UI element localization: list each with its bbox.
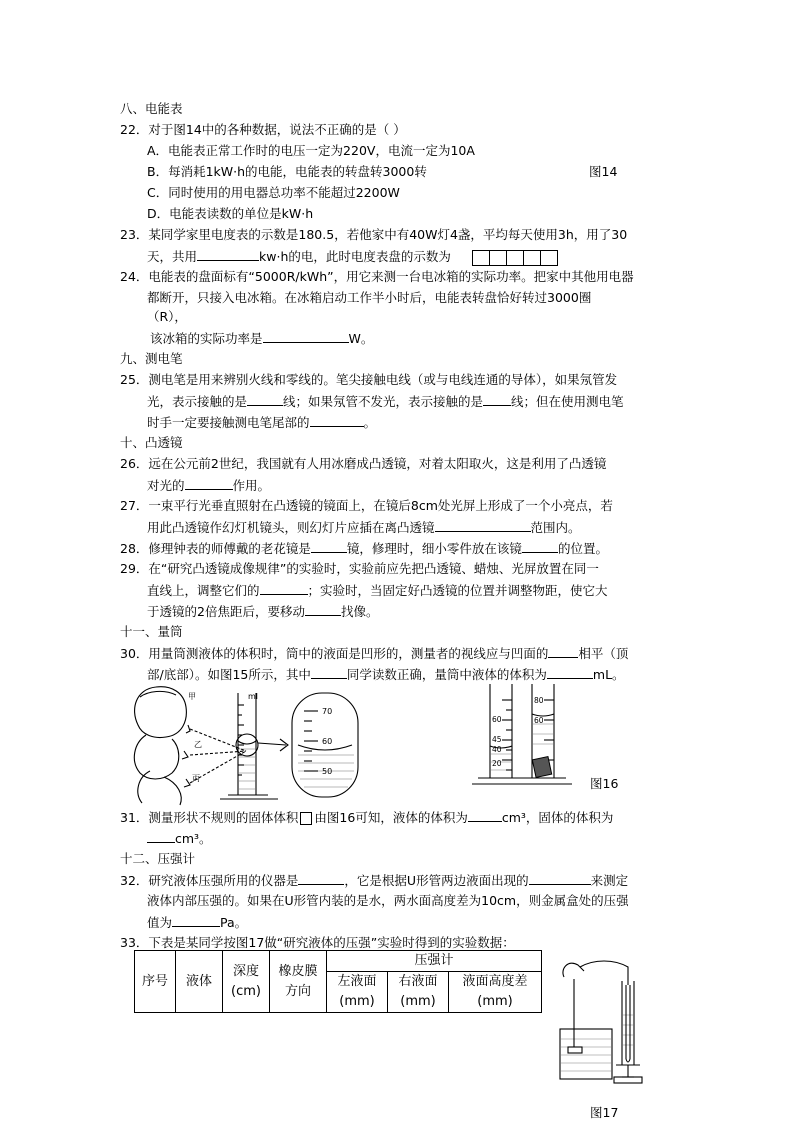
q28-text-a: 28．修理钟表的师傅戴的老花镜是 <box>120 541 311 556</box>
q26-line2 <box>147 477 270 494</box>
q28 <box>120 540 608 557</box>
th-depth-label: 深度 <box>232 963 259 979</box>
answer-blank[interactable] <box>310 414 364 427</box>
q32-text-c: 来测定 <box>590 873 629 888</box>
q30-text-a: 30．用量筒测液体的体积时，筒中的液面是凹形的，测量者的视线应与凹面的 <box>120 646 549 661</box>
answer-blank[interactable] <box>468 809 502 822</box>
scale-70: 70 <box>322 707 333 716</box>
scale-80: 80 <box>534 696 544 705</box>
scale-45: 45 <box>492 735 502 744</box>
q33-stem: 33．下表是某同学按图17做“研究液体的压强”实验时得到的实验数据： <box>120 935 515 950</box>
q30-line1 <box>120 645 628 662</box>
th-film-label: 橡皮膜 <box>278 963 318 979</box>
scale-20: 20 <box>492 759 502 768</box>
q25-text-e: 。 <box>363 415 377 430</box>
pressure-data-table <box>134 950 542 1013</box>
scale-60b: 60 <box>534 716 544 725</box>
answer-blank[interactable] <box>483 393 511 406</box>
th-right <box>388 972 449 1013</box>
q30-text-d: 同学读数正确，量筒中液体的体积为 <box>346 667 547 682</box>
image-placeholder-icon <box>300 812 312 825</box>
q25-text-c: 线；但在使用测电笔 <box>511 394 624 409</box>
answer-blank[interactable] <box>529 872 591 885</box>
q25-text-b: 线；如果氖管不发光，表示接触的是 <box>283 394 484 409</box>
q27-line1: 27．一束平行光垂直照射在凸透镜的镜面上，在镜后8cm处光屏上形成了一个小亮点，若 <box>120 498 613 513</box>
scale-60: 60 <box>322 737 333 746</box>
section-title-10: 十、凸透镜 <box>120 435 183 450</box>
th-left <box>327 972 388 1013</box>
th-left-label: 左液面 <box>337 974 377 989</box>
answer-blank[interactable] <box>547 666 593 679</box>
answer-blank[interactable] <box>172 914 220 927</box>
q25-text-d: 时手一定要接触测电笔尾部的 <box>147 415 310 430</box>
meter-reading-boxes[interactable] <box>473 249 558 266</box>
q30-text-c: 部/底部）。如图15所示，其中 <box>147 667 311 682</box>
th-seq: 序号 <box>135 951 176 1013</box>
q27-text-a: 用此凸透镜作幻灯机镜头，则幻灯片应插在离凸透镜 <box>147 520 435 535</box>
q28-text-c: 的位置。 <box>557 541 608 556</box>
figure-16-label: 图16 <box>590 776 619 791</box>
q25-line1: 25．测电笔是用来辨别火线和零线的。笔尖接触电线（或与电线连通的导体），如果氖管发 <box>120 372 618 387</box>
q25-text-a: 光，表示接触的是 <box>147 394 248 409</box>
q31-text-a: 31．测量形状不规则的固体体积 <box>120 810 299 825</box>
q29-line2 <box>147 582 608 599</box>
th-right-unit: (mm) <box>400 994 436 1009</box>
answer-blank[interactable] <box>305 603 341 616</box>
q29-line3 <box>147 603 378 620</box>
q31-text-d: cm³。 <box>175 831 212 846</box>
answer-blank[interactable] <box>260 582 308 595</box>
th-right-label: 右液面 <box>398 974 438 989</box>
q22-option-c: C．同时使用的用电器总功率不能超过2200W <box>147 185 400 200</box>
answer-blank[interactable] <box>185 477 233 490</box>
figure-17-label: 图17 <box>590 1105 619 1120</box>
q27-text-b: 范围内。 <box>530 520 581 535</box>
scale-50: 50 <box>322 767 333 776</box>
answer-blank[interactable] <box>197 248 259 261</box>
th-liquid: 液体 <box>176 951 223 1013</box>
label-bing: 丙 <box>192 774 200 783</box>
figure-14-label: 图14 <box>589 164 618 179</box>
th-depth-unit: (cm) <box>231 983 261 999</box>
q28-text-b: 镜，修理时，细小零件放在该镜 <box>346 541 522 556</box>
q31-line1 <box>120 809 613 826</box>
answer-blank[interactable] <box>311 666 347 679</box>
q29-line1: 29．在“研究凸透镜成像规律”的实验时，实验前应先把凸透镜、蜡烛、光屏放置在同一 <box>120 561 599 576</box>
q32-line1 <box>120 872 628 889</box>
q29-text-a: 直线上，调整它们的 <box>147 583 260 598</box>
label-jia: 甲 <box>188 692 196 701</box>
section-title-12: 十二、压强计 <box>120 851 196 866</box>
q26-text-a: 对光的 <box>147 478 185 493</box>
q23-line1: 23．某同学家里电度表的示数是180.5，若他家中有40W灯4盏，平均每天使用3h，用了30 <box>120 227 628 242</box>
answer-blank[interactable] <box>435 519 531 532</box>
q24-line1: 24．电能表的盘面标有“5000R/kWh”，用它来测一台电冰箱的实际功率。把家中其他用电器 <box>120 269 634 284</box>
q24-line4 <box>150 330 373 347</box>
answer-blank[interactable] <box>263 330 349 343</box>
q29-text-c: 于透镜的2倍焦距后，要移动 <box>147 604 305 619</box>
q32-line2: 液体内部压强的。如果在U形管内装的是水，两水面高度差为10cm，则金属盒处的压强 <box>147 893 629 908</box>
q23-text-b: kw·h的电，此时电度表盘的示数为 <box>259 249 451 264</box>
th-diff-label: 液面高度差 <box>462 974 528 989</box>
q24-text-a: 该冰箱的实际功率是 <box>150 331 263 346</box>
q30-text-b: 相平（顶 <box>578 646 629 661</box>
answer-blank[interactable] <box>548 645 578 658</box>
answer-blank[interactable] <box>147 830 175 843</box>
q26-line1: 26．远在公元前2世纪，我国就有人用冰磨成凸透镜，对着太阳取火，这是利用了凸透镜 <box>120 456 607 471</box>
q32-text-b: ，它是根据U形管两边液面出现的 <box>344 873 529 888</box>
answer-blank[interactable] <box>311 540 347 553</box>
th-left-unit: (mm) <box>339 994 375 1009</box>
q22-option-a: A．电能表正常工作时的电压一定为220V，电流一定为10A <box>147 143 475 158</box>
section-title-11: 十一、量筒 <box>120 624 183 639</box>
section-title-9: 九、测电笔 <box>120 351 183 366</box>
th-diff <box>449 972 542 1013</box>
answer-blank[interactable] <box>247 393 283 406</box>
figure-16-cylinders <box>470 680 590 792</box>
q25-line3 <box>147 414 376 431</box>
q30-text-e: mL。 <box>592 667 625 682</box>
q23-text-a: 天，共用 <box>147 249 198 264</box>
q31-text-c: cm³，固体的体积为 <box>501 810 614 825</box>
q24-line3: （R）， <box>147 309 187 324</box>
th-depth <box>223 951 270 1013</box>
q22-option-d: D．电能表读数的单位是kW·h <box>147 206 314 221</box>
th-diff-unit: (mm) <box>477 994 513 1009</box>
q27-line2 <box>147 519 581 536</box>
q32-line3 <box>147 914 247 931</box>
q25-line2 <box>147 393 624 410</box>
q31-text-b: 由图16可知，液体的体积为 <box>314 810 468 825</box>
answer-blank[interactable] <box>298 872 344 885</box>
label-ml: ml <box>248 692 259 701</box>
q32-text-a: 32．研究液体压强所用的仪器是 <box>120 873 299 888</box>
q24-text-b: W。 <box>348 331 374 346</box>
scale-40: 40 <box>492 745 502 754</box>
q32-text-d: Pa。 <box>220 915 248 930</box>
q29-text-d: 找像。 <box>340 604 379 619</box>
q29-text-b: ；实验时，当固定好凸透镜的位置并调整物距，使它大 <box>307 583 608 598</box>
section-title-8: 八、电能表 <box>120 101 183 116</box>
th-film <box>270 951 327 1013</box>
figure-15-cylinder-reading <box>128 685 402 807</box>
th-gauge: 压强计 <box>327 951 542 972</box>
scale-60a: 60 <box>492 715 502 724</box>
q24-line2: 都断开，只接入电冰箱。在冰箱启动工作半小时后，电能表转盘恰好转过3000圈 <box>147 290 592 305</box>
q22-stem: 22．对于图14中的各种数据，说法不正确的是（ ） <box>120 122 406 137</box>
figure-17-pressure-gauge <box>554 955 660 1095</box>
answer-blank[interactable] <box>522 540 558 553</box>
q22-option-b: B．每消耗1kW·h的电能，电能表的转盘转3000转 <box>147 164 427 179</box>
q23-line2 <box>147 248 558 266</box>
label-yi: 乙 <box>194 740 202 749</box>
q26-text-b: 作用。 <box>232 478 271 493</box>
q31-line2 <box>147 830 212 847</box>
q32-text-c2: 值为 <box>147 915 173 930</box>
th-film-dir: 方向 <box>284 983 311 999</box>
